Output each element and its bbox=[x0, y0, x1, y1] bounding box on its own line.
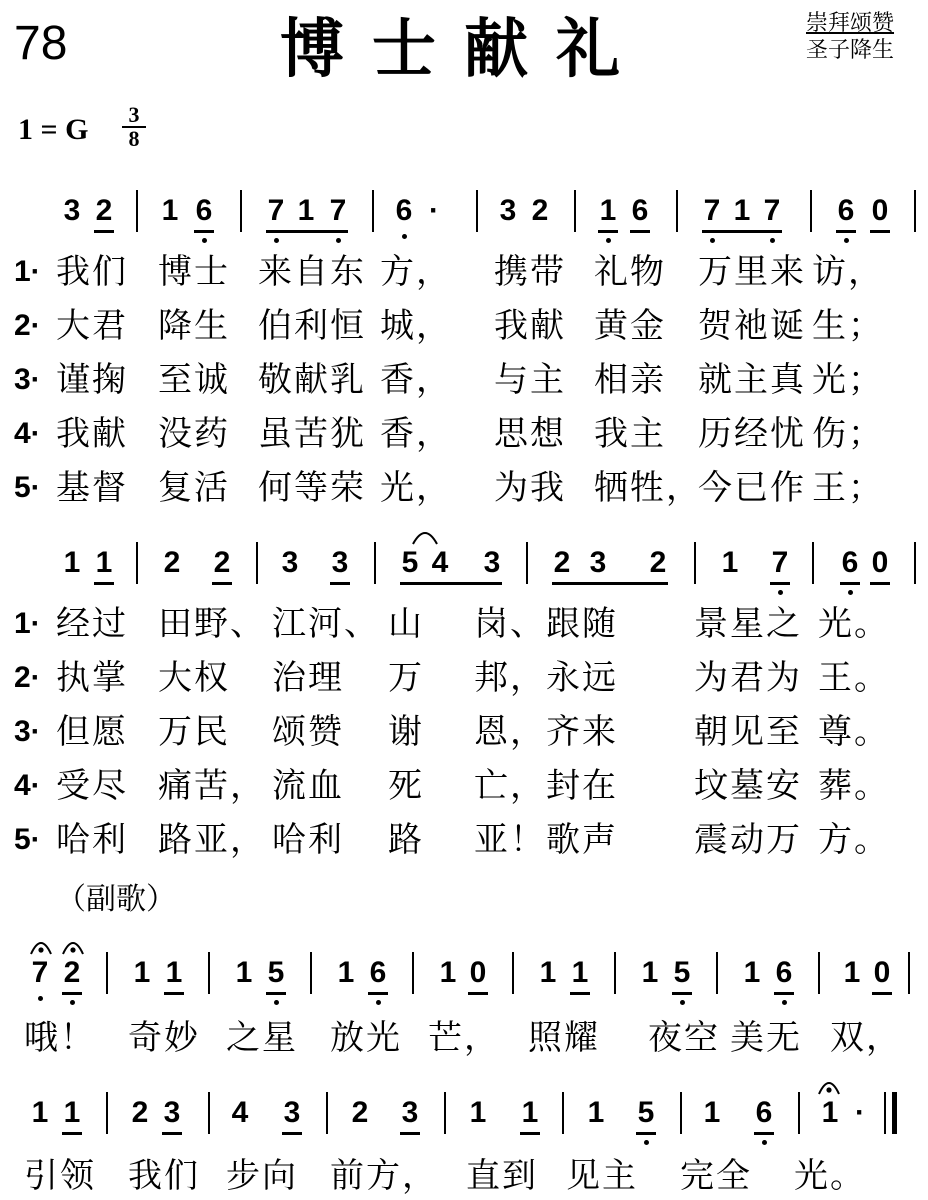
lyric-segment: 之星 bbox=[226, 1018, 298, 1058]
underline-beam bbox=[282, 1132, 302, 1135]
barline bbox=[310, 952, 312, 994]
underline-beam bbox=[162, 1132, 182, 1135]
note-1: 7 bbox=[31, 956, 49, 989]
note-15: 1 bbox=[821, 1096, 839, 1129]
note-15: 6 bbox=[841, 546, 859, 579]
lyric-segment: 伯利恒 bbox=[258, 306, 366, 346]
underline-beam bbox=[520, 1132, 540, 1135]
barline bbox=[372, 190, 374, 232]
verse-line bbox=[0, 468, 928, 508]
note-11: 1 bbox=[539, 956, 557, 989]
lower-octave-dot bbox=[274, 238, 279, 243]
underline-beam bbox=[164, 992, 184, 995]
lyric-segment: 执掌 bbox=[56, 658, 128, 698]
lyric-segment: 何等荣 bbox=[258, 468, 366, 508]
verse-number: 2· bbox=[14, 309, 41, 342]
lyric-segment: 至诚 bbox=[158, 360, 230, 400]
lyric-segment: 万民 bbox=[158, 712, 230, 752]
note-2: 1 bbox=[63, 1096, 81, 1129]
note-9: 1 bbox=[439, 956, 457, 989]
chorus-notation-line-2 bbox=[0, 1096, 928, 1152]
lyric-segment: 光； bbox=[812, 360, 884, 400]
verse-number: 1· bbox=[14, 607, 41, 640]
note-3: 2 bbox=[163, 546, 181, 579]
lyric-segment: 我们 bbox=[128, 1156, 200, 1196]
note-10: 3 bbox=[499, 194, 517, 227]
underline-beam bbox=[94, 582, 114, 585]
chorus-lyrics-line-1 bbox=[0, 1018, 928, 1058]
note-1: 1 bbox=[63, 546, 81, 579]
lyric-segment: 香， bbox=[380, 414, 452, 454]
lower-octave-dot bbox=[402, 234, 407, 239]
verse-number: 5· bbox=[14, 471, 41, 504]
barline bbox=[914, 542, 916, 584]
barline bbox=[798, 1092, 800, 1134]
note-14: 7 bbox=[703, 194, 721, 227]
barline bbox=[914, 190, 916, 232]
verse-number: 4· bbox=[14, 417, 41, 450]
lyric-segment: 亡，封在 bbox=[474, 766, 618, 806]
lyric-segment: 我主 bbox=[594, 414, 666, 454]
verse-line bbox=[0, 604, 928, 644]
underline-beam bbox=[836, 230, 856, 233]
underline-beam bbox=[570, 992, 590, 995]
lower-octave-dot bbox=[680, 1000, 685, 1005]
note-11: 2 bbox=[531, 194, 549, 227]
lyric-segment: 痛苦， bbox=[158, 766, 266, 806]
underline-beam bbox=[630, 230, 650, 233]
lyric-segment: 光。 bbox=[794, 1156, 866, 1196]
note-18: 0 bbox=[871, 194, 889, 227]
notation-line-2 bbox=[0, 546, 928, 602]
lyric-segment: 大权 bbox=[158, 658, 230, 698]
lower-octave-dot bbox=[376, 1000, 381, 1005]
lower-octave-dot bbox=[70, 1000, 75, 1005]
lower-octave-dot bbox=[606, 238, 611, 243]
barline bbox=[716, 952, 718, 994]
barline bbox=[574, 190, 576, 232]
note-17: 6 bbox=[837, 194, 855, 227]
note-16: 6 bbox=[775, 956, 793, 989]
lyric-segment: 邦，永远 bbox=[474, 658, 618, 698]
lyric-segment: 基督 bbox=[56, 468, 128, 508]
lyric-segment: 相亲 bbox=[594, 360, 666, 400]
lyric-segment: 伤； bbox=[812, 414, 884, 454]
note-13: 1 bbox=[703, 1096, 721, 1129]
lyric-segment: 为君为 bbox=[694, 658, 802, 698]
hymn-title: 博士献礼 bbox=[280, 13, 648, 87]
lyric-segment: 朝见至 bbox=[694, 712, 802, 752]
lower-octave-dot bbox=[782, 1000, 787, 1005]
lyric-segment: 受尽 bbox=[56, 766, 128, 806]
note-12: 1 bbox=[599, 194, 617, 227]
note-8: 4 bbox=[431, 546, 449, 579]
barline bbox=[812, 542, 814, 584]
category-line-1: 崇拜颂赞 bbox=[806, 11, 895, 36]
lyric-segment: 照耀 bbox=[528, 1018, 600, 1058]
lyric-segment: 亚！歌声 bbox=[474, 820, 618, 860]
underline-beam bbox=[870, 230, 890, 233]
verse-line bbox=[0, 252, 928, 292]
note-4: 2 bbox=[213, 546, 231, 579]
lyric-segment: 我们 bbox=[56, 252, 128, 292]
lyric-segment: 双， bbox=[830, 1018, 902, 1058]
verse-line bbox=[0, 414, 928, 454]
note-7: 1 bbox=[337, 956, 355, 989]
barline bbox=[476, 190, 478, 232]
category-line-2: 圣子降生 bbox=[806, 38, 895, 63]
hymn-category bbox=[806, 10, 918, 64]
lyric-segment: 岗、跟随 bbox=[474, 604, 618, 644]
barline bbox=[136, 542, 138, 584]
lower-octave-dot bbox=[762, 1140, 767, 1145]
lyric-segment: 方， bbox=[380, 252, 452, 292]
lyric-segment: 没药 bbox=[158, 414, 230, 454]
barline bbox=[208, 952, 210, 994]
underline-beam bbox=[330, 582, 350, 585]
barline bbox=[256, 542, 258, 584]
lower-octave-dot bbox=[38, 996, 43, 1001]
time-signature-numerator: 3 bbox=[122, 104, 146, 128]
note-3: 1 bbox=[133, 956, 151, 989]
lyric-segment: 为我 bbox=[494, 468, 566, 508]
lyric-segment: 田野、 bbox=[158, 604, 266, 644]
underline-beam bbox=[468, 992, 488, 995]
note-7: 2 bbox=[351, 1096, 369, 1129]
lyric-segment: 贺祂诞 bbox=[698, 306, 806, 346]
barline bbox=[908, 952, 910, 994]
underline-beam bbox=[212, 582, 232, 585]
verse-number: 2· bbox=[14, 661, 41, 694]
lyric-segment: 经过 bbox=[56, 604, 128, 644]
barline bbox=[562, 1092, 564, 1134]
note-2: 2 bbox=[63, 956, 81, 989]
lyric-segment: 直到 bbox=[466, 1156, 538, 1196]
lyric-segment: 我献 bbox=[494, 306, 566, 346]
lyric-segment: 来自东 bbox=[258, 252, 366, 292]
note-13: 6 bbox=[631, 194, 649, 227]
verse-line bbox=[0, 766, 928, 806]
lower-octave-dot bbox=[644, 1140, 649, 1145]
barline bbox=[818, 952, 820, 994]
lyric-segment: 治理 bbox=[272, 658, 344, 698]
note-10: 0 bbox=[469, 956, 487, 989]
barline bbox=[374, 542, 376, 584]
underline-beam bbox=[194, 230, 214, 233]
lyric-segment: 虽苦犹 bbox=[258, 414, 366, 454]
note-5: 1 bbox=[235, 956, 253, 989]
slur-arc bbox=[412, 526, 438, 546]
note-2: 2 bbox=[95, 194, 113, 227]
barline bbox=[444, 1092, 446, 1134]
lyric-segment: 哦！ bbox=[24, 1018, 96, 1058]
lyric-segment: 坟墓安 bbox=[694, 766, 802, 806]
barline bbox=[694, 542, 696, 584]
note-1: 1 bbox=[31, 1096, 49, 1129]
note-14: 7 bbox=[771, 546, 789, 579]
lower-octave-dot bbox=[274, 1000, 279, 1005]
note-6: 1 bbox=[297, 194, 315, 227]
lyric-segment: 见主 bbox=[566, 1156, 638, 1196]
note-18: 0 bbox=[873, 956, 891, 989]
underline-beam bbox=[400, 582, 502, 585]
lower-octave-dot bbox=[202, 238, 207, 243]
underline-beam bbox=[672, 992, 692, 995]
lower-octave-dot bbox=[336, 238, 341, 243]
lyric-segment: 光， bbox=[380, 468, 452, 508]
fermata-arc bbox=[62, 936, 84, 956]
verse-number: 3· bbox=[14, 715, 41, 748]
note-12: 2 bbox=[649, 546, 667, 579]
lyric-segment: 思想 bbox=[494, 414, 566, 454]
lyric-segment: 我献 bbox=[56, 414, 128, 454]
note-15: 1 bbox=[733, 194, 751, 227]
lyric-segment: 万里来 bbox=[698, 252, 806, 292]
lyric-segment: 大君 bbox=[56, 306, 128, 346]
lyric-segment: 引领 bbox=[24, 1156, 96, 1196]
underline-beam bbox=[266, 992, 286, 995]
notation-line-1 bbox=[0, 194, 928, 250]
underline-beam bbox=[400, 1132, 420, 1135]
augmentation-dot: · bbox=[855, 1096, 865, 1129]
note-6: 5 bbox=[267, 956, 285, 989]
note-14: 5 bbox=[673, 956, 691, 989]
verse-number: 4· bbox=[14, 769, 41, 802]
barline-thick bbox=[892, 1092, 897, 1134]
lyric-segment: 王。 bbox=[818, 658, 890, 698]
lyric-segment: 生； bbox=[812, 306, 884, 346]
underline-beam bbox=[840, 582, 860, 585]
lyric-segment: 哈利 bbox=[56, 820, 128, 860]
lyric-segment: 复活 bbox=[158, 468, 230, 508]
underline-beam bbox=[94, 230, 114, 233]
barline bbox=[208, 1092, 210, 1134]
note-5: 4 bbox=[231, 1096, 249, 1129]
lyric-segment: 今已作 bbox=[698, 468, 806, 508]
verse-line bbox=[0, 712, 928, 752]
lyric-segment: 放光 bbox=[330, 1018, 402, 1058]
note-16: 7 bbox=[763, 194, 781, 227]
underline-beam bbox=[774, 992, 794, 995]
lyric-segment: 访， bbox=[812, 252, 884, 292]
time-signature-denominator: 8 bbox=[128, 126, 140, 151]
underline-beam bbox=[754, 1132, 774, 1135]
underline-beam bbox=[636, 1132, 656, 1135]
note-10: 1 bbox=[521, 1096, 539, 1129]
note-10: 2 bbox=[553, 546, 571, 579]
note-5: 7 bbox=[267, 194, 285, 227]
barline bbox=[106, 1092, 108, 1134]
lyric-segment: 光。 bbox=[818, 604, 890, 644]
lyric-segment: 黄金 bbox=[594, 306, 666, 346]
note-1: 3 bbox=[63, 194, 81, 227]
lyric-segment: 完全 bbox=[680, 1156, 752, 1196]
lyric-segment: 携带 bbox=[494, 252, 566, 292]
lyric-segment: 流血 bbox=[272, 766, 344, 806]
lyric-segment: 尊。 bbox=[818, 712, 890, 752]
lyric-segment: 山 bbox=[388, 604, 424, 644]
lower-octave-dot bbox=[710, 238, 715, 243]
verse-line bbox=[0, 360, 928, 400]
verse-number: 1· bbox=[14, 255, 41, 288]
lyric-segment: 香， bbox=[380, 360, 452, 400]
note-4: 1 bbox=[165, 956, 183, 989]
lyric-segment: 景星之 bbox=[694, 604, 802, 644]
barline bbox=[106, 952, 108, 994]
note-5: 3 bbox=[281, 546, 299, 579]
key-signature: 1 = G bbox=[18, 113, 89, 146]
lyric-segment: 路 bbox=[388, 820, 424, 860]
lyric-segment: 夜空 bbox=[648, 1018, 720, 1058]
lyric-segment: 但愿 bbox=[56, 712, 128, 752]
lyric-segment: 奇妙 bbox=[128, 1018, 200, 1058]
lyric-segment: 礼物 bbox=[594, 252, 666, 292]
note-8: 6 bbox=[369, 956, 387, 989]
lyric-segment: 恩，齐来 bbox=[474, 712, 618, 752]
note-12: 1 bbox=[571, 956, 589, 989]
note-8: 6 bbox=[395, 194, 413, 227]
underline-beam bbox=[368, 992, 388, 995]
lyric-segment: 敬献乳 bbox=[258, 360, 366, 400]
underline-beam bbox=[872, 992, 892, 995]
note-8: 3 bbox=[401, 1096, 419, 1129]
underline-beam bbox=[770, 582, 790, 585]
underline-beam bbox=[598, 230, 618, 233]
lyric-segment: 方。 bbox=[818, 820, 890, 860]
note-11: 1 bbox=[587, 1096, 605, 1129]
lyric-segment: 谢 bbox=[388, 712, 424, 752]
note-14: 6 bbox=[755, 1096, 773, 1129]
note-2: 1 bbox=[95, 546, 113, 579]
note-12: 5 bbox=[637, 1096, 655, 1129]
lyric-segment: 牺牲， bbox=[594, 468, 702, 508]
lyric-segment: 降生 bbox=[158, 306, 230, 346]
underline-beam bbox=[62, 1132, 82, 1135]
underline-beam bbox=[702, 230, 782, 233]
barline bbox=[136, 190, 138, 232]
lyric-segment: 城， bbox=[380, 306, 452, 346]
lower-octave-dot bbox=[770, 238, 775, 243]
note-9: 3 bbox=[483, 546, 501, 579]
lower-octave-dot bbox=[844, 238, 849, 243]
note-13: 1 bbox=[641, 956, 659, 989]
note-3: 2 bbox=[131, 1096, 149, 1129]
note-15: 1 bbox=[743, 956, 761, 989]
chorus-notation-line-1 bbox=[0, 956, 928, 1012]
lyric-segment: 王； bbox=[812, 468, 884, 508]
lyric-segment: 芒， bbox=[428, 1018, 500, 1058]
lyric-segment: 葬。 bbox=[818, 766, 890, 806]
lower-octave-dot bbox=[778, 590, 783, 595]
barline bbox=[512, 952, 514, 994]
note-16: 0 bbox=[871, 546, 889, 579]
note-6: 3 bbox=[331, 546, 349, 579]
note-3: 1 bbox=[161, 194, 179, 227]
barline bbox=[680, 1092, 682, 1134]
barline bbox=[526, 542, 528, 584]
underline-beam bbox=[552, 582, 668, 585]
chorus-lyrics-line-2 bbox=[0, 1156, 928, 1196]
lyric-segment: 与主 bbox=[494, 360, 566, 400]
lyric-segment: 博士 bbox=[158, 252, 230, 292]
underline-beam bbox=[62, 992, 82, 995]
lyric-segment: 死 bbox=[388, 766, 424, 806]
lyric-segment: 就主真 bbox=[698, 360, 806, 400]
note-4: 3 bbox=[163, 1096, 181, 1129]
lower-octave-dot bbox=[848, 590, 853, 595]
lyric-segment: 历经忧 bbox=[698, 414, 806, 454]
lyric-segment: 万 bbox=[388, 658, 424, 698]
note-13: 1 bbox=[721, 546, 739, 579]
lyric-segment: 前方， bbox=[330, 1156, 438, 1196]
barline bbox=[326, 1092, 328, 1134]
time-signature bbox=[122, 104, 146, 150]
barline bbox=[676, 190, 678, 232]
verse-line bbox=[0, 658, 928, 698]
lyric-segment: 路亚， bbox=[158, 820, 266, 860]
lyric-segment: 震动万 bbox=[694, 820, 802, 860]
lyric-segment: 哈利 bbox=[272, 820, 344, 860]
verse-number: 5· bbox=[14, 823, 41, 856]
barline bbox=[240, 190, 242, 232]
lyric-segment: 步向 bbox=[226, 1156, 298, 1196]
note-7: 5 bbox=[401, 546, 419, 579]
note-11: 3 bbox=[589, 546, 607, 579]
barline bbox=[614, 952, 616, 994]
note-17: 1 bbox=[843, 956, 861, 989]
lyric-segment: 美无 bbox=[730, 1018, 802, 1058]
lyric-segment: 颂赞 bbox=[272, 712, 344, 752]
verse-line bbox=[0, 820, 928, 860]
underline-beam bbox=[266, 230, 348, 233]
barline bbox=[810, 190, 812, 232]
lyric-segment: 谨掬 bbox=[56, 360, 128, 400]
verse-line bbox=[0, 306, 928, 346]
underline-beam bbox=[870, 582, 890, 585]
note-7: 7 bbox=[329, 194, 347, 227]
note-4: 6 bbox=[195, 194, 213, 227]
lyric-segment: 江河、 bbox=[272, 604, 380, 644]
note-9: 1 bbox=[469, 1096, 487, 1129]
barline-thin bbox=[884, 1092, 886, 1134]
fermata-arc bbox=[818, 1076, 840, 1096]
verse-number: 3· bbox=[14, 363, 41, 396]
barline bbox=[412, 952, 414, 994]
augmentation-dot: · bbox=[429, 194, 439, 227]
chorus-label: （副歌） bbox=[56, 882, 176, 917]
note-6: 3 bbox=[283, 1096, 301, 1129]
fermata-arc bbox=[30, 936, 52, 956]
hymn-number: 78 bbox=[14, 17, 68, 70]
